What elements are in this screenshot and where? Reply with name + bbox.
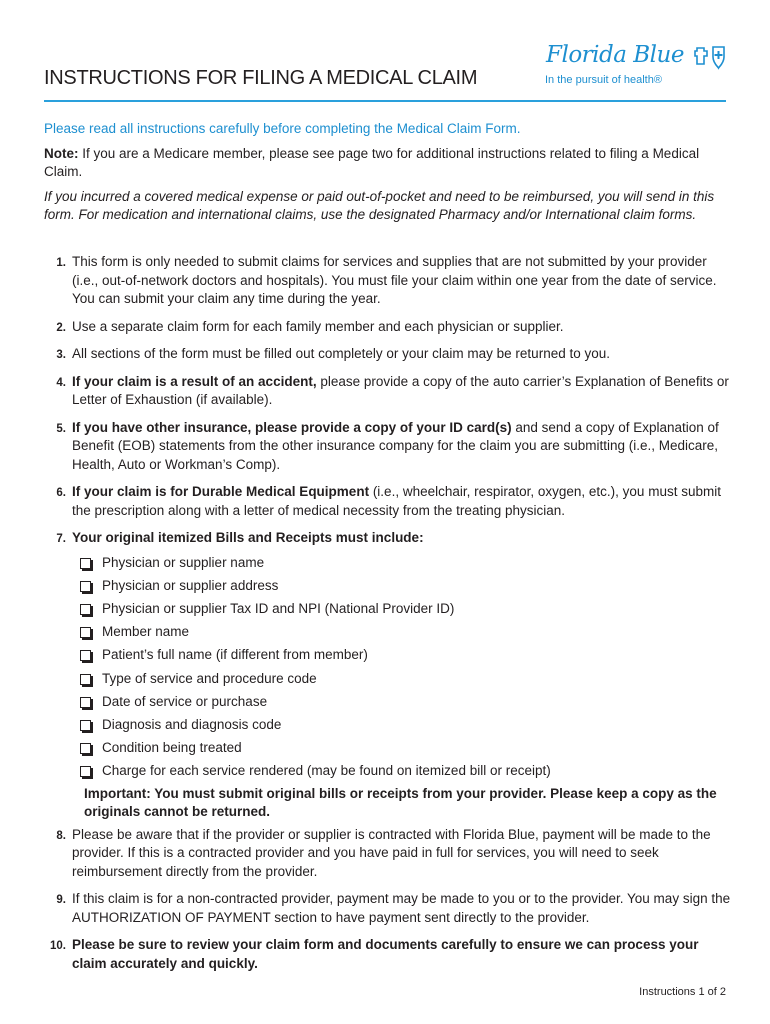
item-bold-text: If your claim is for Durable Medical Equipment <box>72 484 370 499</box>
intro-reimbursement-text: If you incurred a covered medical expense or paid out-of-pocket and need to be reimbursed, you will send in this form. For medication and international claims, use the designated Pharmacy and/or International claim forms. <box>44 188 715 222</box>
item-text: All sections of the form must be filled out completely or your claim may be returned to you. <box>72 346 610 361</box>
checklist-item <box>80 551 734 574</box>
checkbox-icon <box>80 674 91 685</box>
checkbox-icon <box>80 627 91 638</box>
checklist-item-label: Patient’s full name (if different from member) <box>102 647 368 663</box>
checkbox-icon <box>80 766 91 777</box>
page-title: INSTRUCTIONS FOR FILING A MEDICAL CLAIM <box>44 67 478 89</box>
checkbox-icon <box>80 581 91 592</box>
checklist-item-label: Physician or supplier name <box>102 554 265 570</box>
item-number: 3. <box>56 349 66 361</box>
header-divider <box>44 100 726 102</box>
list-item <box>44 419 734 475</box>
checklist-item-label: Condition being treated <box>102 740 242 756</box>
checklist-item-label: Physician or supplier Tax ID and NPI (National Provider ID) <box>102 600 455 616</box>
item-text: Please be aware that if the provider or supplier is contracted with Florida Blue, payment will be made to the provider. If this is a contracted provider and you have paid in full for services, you will need to seek reimbursement directly from the provider. <box>72 826 711 879</box>
florida-blue-logo <box>544 42 728 92</box>
item-number: 4. <box>56 376 66 389</box>
note-text: If you are a Medicare member, please see page two for additional instructions related to filing a Medical Claim. <box>44 145 700 179</box>
checklist-item <box>80 667 734 690</box>
bill-requirements-checklist <box>80 551 734 783</box>
item-number: 5. <box>56 422 66 435</box>
logo-tagline: In the pursuit of health® <box>545 74 662 86</box>
cross-shield-icon <box>694 44 726 70</box>
checkbox-icon <box>80 743 91 754</box>
checkbox-icon <box>80 697 91 708</box>
checklist-item-label: Member name <box>102 624 190 640</box>
item-bold-text: Please be sure to review your claim form and documents carefully to ensure we can process your claim accurately and quickly. <box>72 937 699 971</box>
checklist-item <box>80 597 734 620</box>
checklist-item-label: Type of service and procedure code <box>102 670 317 686</box>
checklist-item <box>80 574 734 597</box>
note-label: Note: <box>44 145 79 161</box>
list-item <box>44 253 734 309</box>
list-item <box>44 529 734 822</box>
list-item <box>44 936 734 973</box>
list-item <box>44 483 734 520</box>
checklist-item-label: Diagnosis and diagnosis code <box>102 716 282 732</box>
logo-wordmark: Florida Blue <box>546 42 684 68</box>
checkbox-icon <box>80 558 91 569</box>
item-bold-text: If your claim is a result of an accident, <box>72 373 317 389</box>
list-item <box>44 890 734 927</box>
checkbox-icon <box>80 650 91 661</box>
item-number: 1. <box>56 257 66 269</box>
important-notice <box>72 785 734 822</box>
checklist-item-label: Physician or supplier address <box>102 577 279 593</box>
important-text: You must submit original bills or receipts from your provider. Please keep a copy as the originals cannot be returned. <box>84 785 717 820</box>
item-bold-text: Your original itemized Bills and Receipts must include: <box>72 530 424 545</box>
list-item <box>44 318 734 337</box>
checklist-item <box>80 713 734 736</box>
item-number: 10. <box>50 940 66 953</box>
item-number: 2. <box>56 321 66 334</box>
important-label: Important: <box>84 785 151 801</box>
item-text: and send a copy of Explanation of Benefit (EOB) statements from the other insurance company for the claim you are submitting (i.e., Medicare, Health, Auto or Workman’s Comp). <box>72 419 719 472</box>
intro-lead: Please read all instructions carefully before completing the Medical Claim Form. <box>44 121 521 136</box>
item-text: This form is only needed to submit claims for services and supplies that are not submitted by your provider (i.e., out-of-network doctors and hospitals). You must file your claim within one year from the date of service. You can submit your claim any time during the year. <box>72 254 717 306</box>
checklist-item-label: Charge for each service rendered (may be found on itemized bill or receipt) <box>102 763 551 779</box>
checklist-item-label: Date of service or purchase <box>102 693 268 709</box>
page-number-label: Instructions 1 of 2 <box>639 986 726 998</box>
list-item <box>44 373 734 410</box>
intro-note <box>44 145 726 182</box>
item-number: 8. <box>56 829 66 842</box>
item-number: 9. <box>56 894 66 907</box>
item-number: 6. <box>56 487 66 499</box>
intro-section <box>44 120 726 225</box>
checkbox-icon <box>80 604 91 615</box>
item-text: (i.e., wheelchair, respirator, oxygen, etc.), you must submit the prescription along with a letter of medical necessity from the treating physician. <box>72 484 721 518</box>
checklist-item <box>80 620 734 643</box>
list-item <box>44 826 734 882</box>
item-bold-text: If you have other insurance, please provide a copy of your ID card(s) <box>72 419 512 435</box>
item-number: 7. <box>56 533 66 545</box>
checkbox-icon <box>80 720 91 731</box>
list-item <box>44 345 734 364</box>
checklist-item <box>80 759 734 782</box>
item-text: If this claim is for a non-contracted provider, payment may be made to you or to the provider. You may sign the AUTHORIZATION OF PAYMENT section to have payment sent directly to the provider. <box>72 891 731 925</box>
instructions-list <box>44 253 734 982</box>
checklist-item <box>80 736 734 759</box>
item-text: please provide a copy of the auto carrier’s Explanation of Benefits or Letter of Exhaustion (if available). <box>72 373 729 407</box>
checklist-item <box>80 643 734 666</box>
item-text: Use a separate claim form for each family member and each physician or supplier. <box>72 318 564 334</box>
checklist-item <box>80 690 734 713</box>
